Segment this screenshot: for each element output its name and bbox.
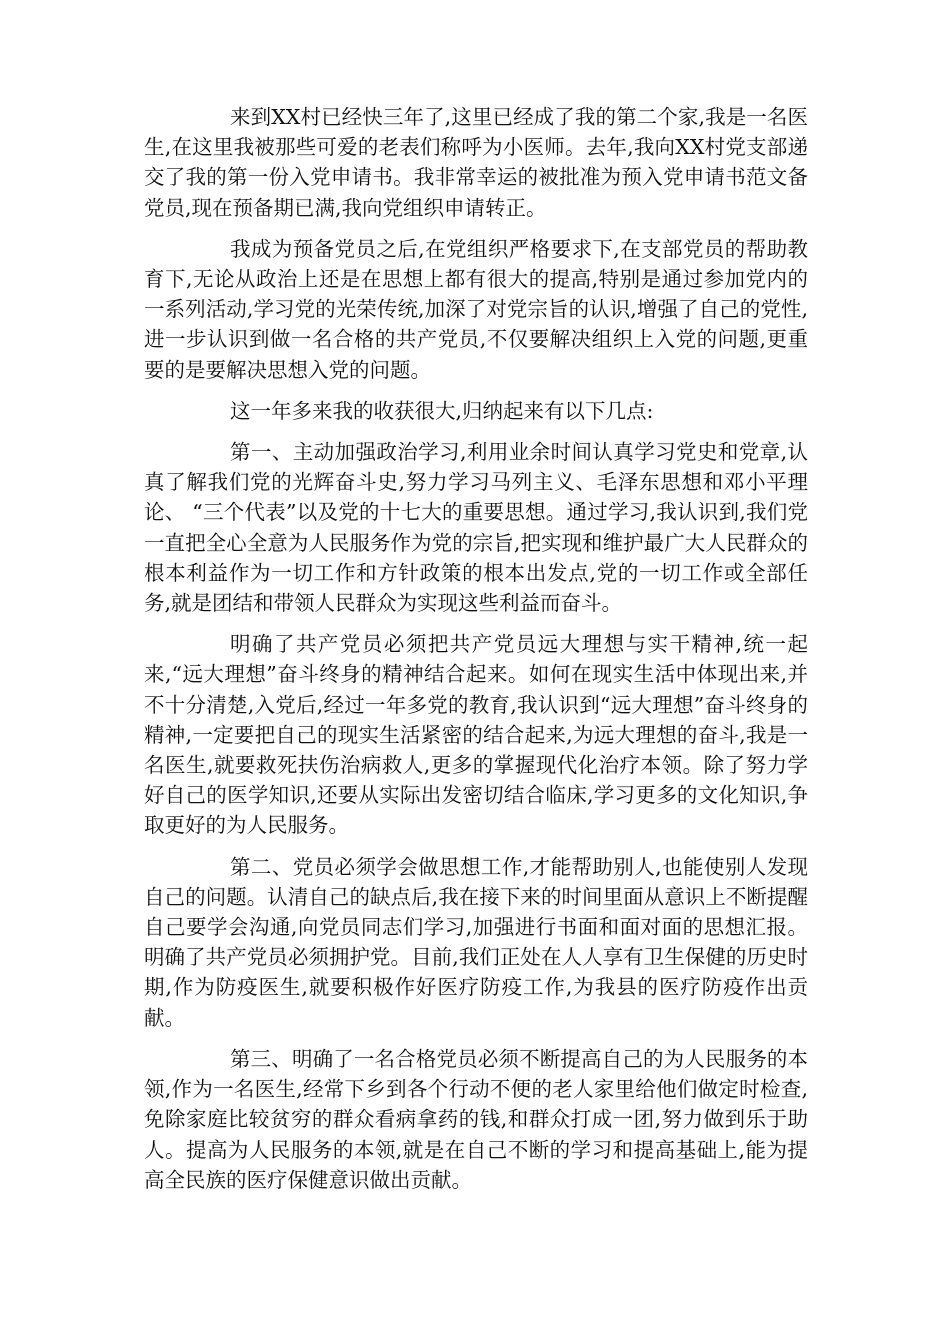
paragraph-ideals: 明确了共产党员必须把共产党员远大理想与实干精神,统一起来,“远大理想”奋斗终身的精神结合起来。如何在现实生活中体现出来,并不十分清楚,入党后,经过一年多党的教育,我认识到“远大理想”奋斗终身的精神,一定要把自己的现实生活紧密的结合起来,为远大理想的奋斗,我是一名医生,就要救死扶伤治病救人,更多的掌握现代化治疗本领。除了努力学好自己的医学知识,还要从实际出发密切结合临床,学习更多的文化知识,争取更好的为人民服务。: [144, 632, 808, 838]
document-body: [144, 102, 808, 1206]
paragraph-point-one: 第一、主动加强政治学习,利用业余时间认真学习党史和党章,认真了解我们党的光辉奋斗史,努力学习马列主义、毛泽东思想和邓小平理论、 “三个代表”以及党的十七大的重要思想。通过学习,我认识到,我们党一直把全心全意为人民服务作为党的宗旨,把实现和维护最广大人民群众的根本利益作为一切工作和方针政策的根本出发点,党的一切工作或全部任务,就是团结和带领人民群众为实现这些利益而奋斗。: [144, 440, 808, 616]
paragraph-summary-lead: 这一年多来我的收获很大,归纳起来有以下几点:: [230, 398, 654, 423]
paragraph-point-two: 第二、党员必须学会做思想工作,才能帮助别人,也能使别人发现自己的问题。认清自己的缺点后,我在接下来的时间里面从意识上不断提醒自己要学会沟通,向党员同志们学习,加强进行书面和面对面的思想汇报。明确了共产党员必须拥护党。目前,我们正处在人人享有卫生保健的历史时期,作为防疫医生,就要积极作好医疗防疫工作,为我县的医疗防疫作出贡献。: [144, 854, 808, 1030]
paragraph-intro: 来到XX村已经快三年了,这里已经成了我的第二个家,我是一名医生,在这里我被那些可爱的老表们称呼为小医师。去年,我向XX村党支部递交了我的第一份入党申请书。我非常幸运的被批准为预入党申请书范文备党员,现在预备期已满,我向党组织申请转正。: [144, 105, 808, 220]
paragraph-probation: 我成为预备党员之后,在党组织严格要求下,在支部党员的帮助教育下,无论从政治上还是在思想上都有很大的提高,特别是通过参加党内的一系列活动,学习党的光荣传统,加深了对党宗旨的认识,增强了自己的党性,进一步认识到做一名合格的共产党员,不仅要解决组织上入党的问题,更重要的是要解决思想入党的问题。: [144, 236, 808, 382]
paragraph-point-three: 第三、明确了一名合格党员必须不断提高自己的为人民服务的本领,作为一名医生,经常下乡到各个行动不便的老人家里给他们做定时检查,免除家庭比较贫穷的群众看病拿药的钱,和群众打成一团,努力做到乐于助人。提高为人民服务的本领,就是在自己不断的学习和提高基础上,能为提高全民族的医疗保健意识做出贡献。: [144, 1046, 808, 1192]
